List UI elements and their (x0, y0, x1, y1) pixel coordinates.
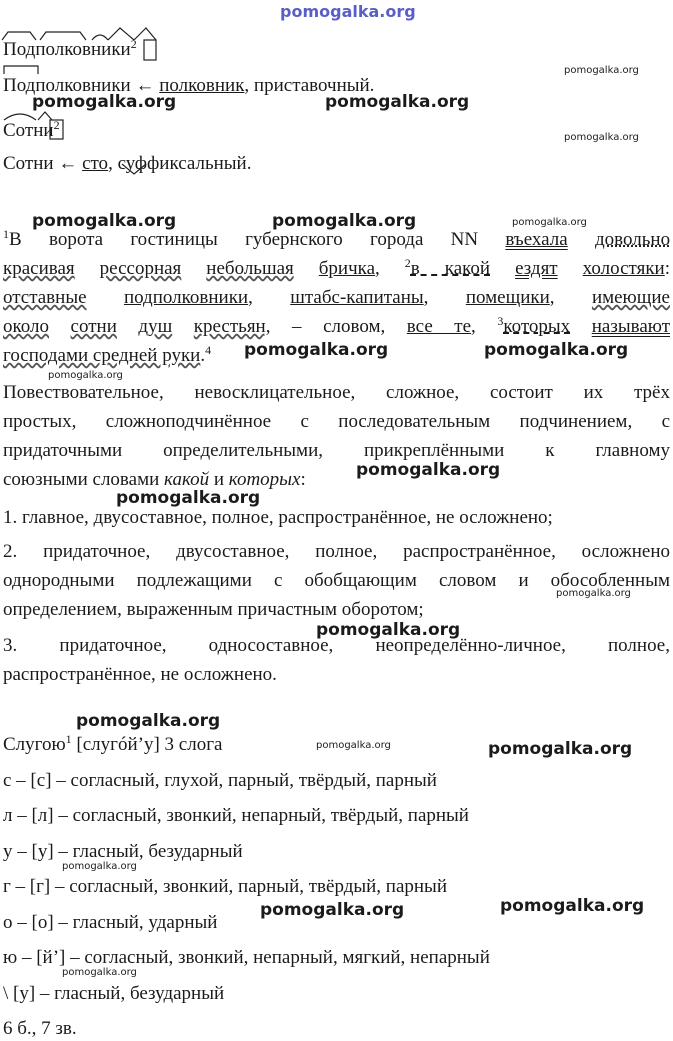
morpheme-word-1-text: Подполковники (3, 39, 131, 60)
analysis-line-2: простых, сложноподчинённое с последовательным подчинением, с (3, 411, 670, 432)
watermark-small: pomogalka.org (564, 65, 639, 76)
morpheme-word-2-text: Сотни (3, 120, 54, 141)
phonetic-row: ю – [й’] – согласный, звонкий, непарный, мягкий, непарный (3, 947, 490, 968)
watermark: pomogalka.org (32, 92, 177, 112)
sentence-line-5: господами средней руки.$^4$ (3, 343, 212, 366)
watermark: pomogalka.org (488, 739, 633, 759)
derivation-method-1: , приставочный. (244, 75, 375, 96)
clause-2-line-3: определением, выраженным причастным оборотом; (3, 599, 424, 620)
watermark: pomogalka.org (76, 711, 221, 731)
watermark: pomogalka.org (244, 340, 389, 360)
derivation-base-2: сто (82, 153, 109, 174)
analysis-line-4: союзными словами какой и которых: (3, 469, 306, 490)
phonetic-summary: 6 б., 7 зв. (3, 1018, 77, 1039)
clause-1: 1. главное, двусоставное, полное, распространённое, не осложнено; (3, 507, 553, 528)
derivation-method-2: , суффиксальный. (108, 153, 252, 174)
morpheme-marks-1 (0, 26, 180, 66)
watermark-small: pomogalka.org (62, 861, 137, 872)
phonetic-row: о – [о] – гласный, ударный (3, 912, 218, 933)
clause-3-line-2: распространённое, не осложнено. (3, 664, 277, 685)
watermark: pomogalka.org (500, 896, 645, 916)
phonetic-row: г – [г] – согласный, звонкий, парный, твёрдый, парный (3, 876, 447, 897)
watermark: pomogalka.org (116, 488, 261, 508)
phonetic-row: \ [у] – гласный, безударный (3, 983, 225, 1004)
watermark: pomogalka.org (484, 340, 629, 360)
arrow-icon: ← (135, 75, 155, 96)
prefix-mark-1 (0, 64, 60, 78)
phonetic-row: л – [л] – согласный, звонкий, непарный, твёрдый, парный (3, 805, 469, 826)
suffix-mark-2 (120, 162, 150, 178)
analysis-line-1: Повествовательное, невосклицательное, сложное, состоит их трёх (3, 382, 670, 403)
phonetic-row: с – [с] – согласный, глухой, парный, твёрдый, парный (3, 770, 437, 791)
watermark-small: pomogalka.org (62, 967, 137, 978)
phonetic-row: у – [у] – гласный, безударный (3, 841, 243, 862)
watermark: pomogalka.org (325, 92, 470, 112)
derivation-word-2: Сотни (3, 153, 54, 174)
watermark: pomogalka.org (32, 211, 177, 231)
clause-3-line-1: 3. придаточное, односоставное, неопределённо-личное, полное, (3, 635, 670, 656)
morpheme-word-2-note: 2 (53, 118, 60, 132)
watermark: pomogalka.org (356, 460, 501, 480)
watermark: pomogalka.org (260, 900, 405, 920)
sentence-line-2: красивая рессорная небольшая бричка, $^2$в какой ездят холостяки: (3, 256, 671, 279)
watermark-small: pomogalka.org (564, 132, 639, 143)
watermark: pomogalka.org (272, 211, 417, 231)
sentence-line-1: $^1$В ворота гостиницы губернского города NN въехала довольно (3, 227, 671, 250)
sentence-line-4: около сотни душ крестьян, – словом, все те, $^3$которых называют (3, 314, 671, 337)
watermark-small: pomogalka.org (48, 370, 123, 381)
watermark: pomogalka.org (316, 620, 461, 640)
watermark-top: pomogalka.org (280, 2, 416, 21)
watermark-small: pomogalka.org (512, 217, 587, 228)
clause-2-line-2: однородными подлежащими с обобщающим словом и обособленным (3, 570, 670, 591)
phonetic-header: Слугою$^1$ [слугóй’у] 3 слога (3, 732, 223, 755)
clause-2-line-1: 2. придаточное, двусоставное, полное, распространённое, осложнено (3, 541, 670, 562)
derivation-base-1: полковник (159, 75, 245, 96)
sentence-line-3: отставные подполковники, штабс-капитаны, помещики, имеющие (3, 287, 670, 308)
derivation-word-1: Подполковники (3, 75, 131, 96)
watermark-small: pomogalka.org (316, 740, 391, 751)
watermark-small: pomogalka.org (556, 588, 631, 599)
analysis-line-3: придаточными определительными, прикреплёнными к главному (3, 440, 670, 461)
morpheme-word-1-note: 2 (130, 37, 137, 51)
morpheme-marks-2 (0, 108, 80, 148)
arrow-icon: ← (58, 153, 78, 174)
